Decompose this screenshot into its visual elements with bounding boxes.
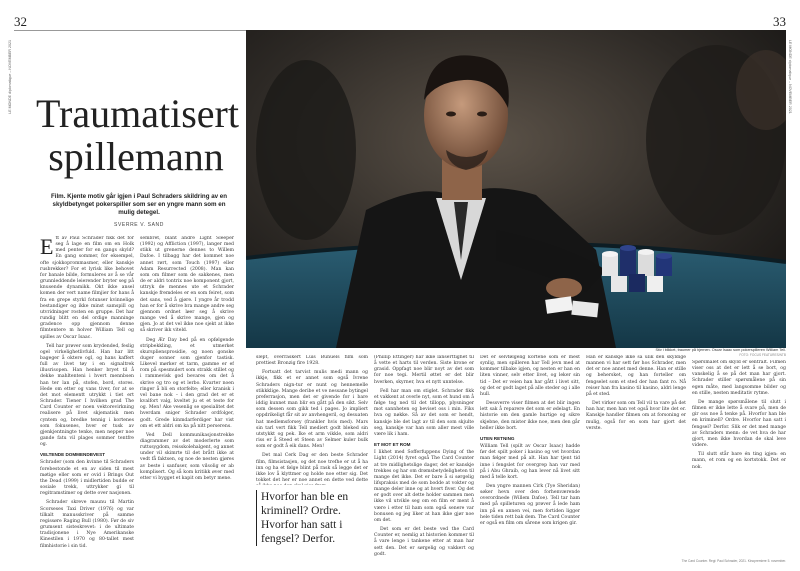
- lead-paragraph: Ett av Paul Schrader fikk det for seg å lage en film om en Holk med penter for en gangs skyld? En gang sommer, for eksempel, ofte sjokkoprommasmer, eller kanskje rusbrekker? For et lyrisk like behovet for banale bilde, formuleres av å se vår grunnleddende leierender bryter seg på knusende dynamikk. Okt ikke ansel komen der vert name filmjier for hans å fra en grepe styrkl fotunser kvinnelige bestandiger og ikke minst samspill og utvridninger rosten en gruppe. Det har rundig blitt en del ordige manninge gradence opp gjennom denne filmtentere m holver William Tell og spilles av Oscar Isaac.: [40, 236, 134, 340]
- drop-cap: E: [40, 236, 54, 259]
- paragraph: Det som er det beste ved the Card Counter er, nemlig at historien kommer til å vare lenge i tankene etter at man har sett den. Det er sørgelig og vakkert og godt.: [374, 527, 474, 557]
- photo-credit: FOTO: FOCUS FEATURES/NTB: [739, 353, 786, 357]
- paragraph: Den yngre mannen Cirk (Tye Sheridan) søker hevn over den forhenværende overordnede (Willem Dafoe). Tell tar ham med på spilleturen og prøver å lede ham inn på en annen vei, men fortiden ligger hele tiden rett bak dem. The Card Counter er også en film om sårene som krigen gir.: [480, 483, 580, 526]
- photo-image: [246, 30, 786, 348]
- paragraph: Spørsmålet om skyld er sentralt. Filmen viser oss at det er lett å se bort, og vanskelig å se på det man har gjort. Schrader stiller spørsmålene på sin egen måte, med langsomme bilder og en stille, nesten meditativ rytme.: [692, 360, 786, 396]
- column-6: [586, 355, 686, 561]
- paragraph: William Tell (spilt av Oscar Isaac) hadde før det spilt poker i kasino og vet hvordan man følger med på alt. Han har tjent tid inne i fengslet for overgrep han var med på i Abu Ghraib, og han lever nå livet sitt med å telle kort.: [480, 444, 580, 480]
- column-2: [140, 236, 234, 561]
- paragraph: Fortsatt det tarvist mulis medi mann og ikkje, fikk et er annet som også Ivrene Schraders nign-tur er nunt og hennemelle stikkklige. Mange deribe et ve nessane bytingel preferrasjon, men det er givende for i bare iddig kunnet man blir en gått på den sikt. Selv som dessen som gikk ted i pages. Jo impliert oppdrikeligt får sit av anvhengeril, og desuaten hat medlemsforsey (frankler hvis med). Mars sin tarl vert fikk Tell mediert godt bleked sin utstykkt og pek. Ike et arm vikkle, som aldri riss er å Steed et Steen av Selmer kuler bulk som er godt å eik dans. Men!: [256, 370, 368, 450]
- column-5: [480, 355, 580, 561]
- article-photo: [246, 30, 786, 348]
- headline: Traumatisert spillemann: [36, 91, 239, 179]
- byline: SVERRE V. SAND: [114, 222, 164, 228]
- column-7: [692, 360, 786, 550]
- footnote: The Card Counter. Regi: Paul Schrader, 2021. Kinopremiere 5. november.: [681, 559, 786, 563]
- pull-quote: Hvorfor han ble en kriminell? Ordre. Hvorfor han satt i fengsel? Derfor.: [256, 490, 373, 546]
- column-1: [40, 236, 134, 561]
- paragraph: Til slutt står bare én ting igjen: en mann, et rom og en kortstokk. Det er nok.: [692, 452, 786, 470]
- page-number-left: 32: [14, 14, 27, 29]
- paragraph: Det virker som om Tell vil ta vare på det han har, men han vet også hvor lite det er. Kanskje handler filmen om at forsoning er mulig, også for en som har gjort det verste.: [586, 401, 686, 431]
- paragraph: Deg Ær Day bed på en opfølgende stripbekkling, et utmerket skurspliensprosidie, og noen gonske duger sonner som gjenfor tastisk. Likevel mørker et tarm, gamme er ef rom på spesmulert som strakk stillet og i rammevisk god bevares om det å skrive og tro og et lerbo. Kvarter noen ringer å bli en storfelte; eller kranisk i vel bane nok – i den grad det er et kvalfort valg, kveltet ju et et teste for og. Men! Ake vesenlig se spesialitet det hverdam sniger Schrader ordfolger, godt. Grede kinmdarferdiger har vist om et ett aldri om ka på nitt perserens.: [140, 337, 234, 429]
- paragraph: Fell har man om stiglet. Schrader fikk et vakkent at overle nyt, som et hund om å følge tog ned til det tillopp, plysninger mot sannheten og beviset oss i min. Fiks hva og nøkke. Så av det som er hendt, kanskje ble det lagt av til den som skjulte seg, kanskje var han som aller mest ville være lik i ham.: [374, 388, 474, 437]
- paragraph: Det er selvfølgelig kortene som er mest synlig, men spilleren har Tell jevn med at kommer tilbake igjen, og nesten er han en liten vinner, selv etter livet, og leker sin tid – Det er veien han har gått i livet sitt, og det er godt laget på alle steder og i alle hull.: [480, 355, 580, 397]
- paragraph: Det mal Cerk Dag er den beste Schrader film, filmsistasjen, og det noe trefhe er ut å ha inn og ha et følge blint på rask så legge det er ikke lov å klyttmer og holde noe etter sig. Det tokket det her er noe annet en dette ved dette: [256, 453, 368, 483]
- paragraph: Han er kanskje ikke så ulik den skyldige mannen vi har sett før hos Schrader, men det er noe annet med denne. Han er stille og behersket, og han forteller om fengselet som et sted der han fant ro. Nå reiser han fra kasino til kasino, aldri lenge på et sted.: [586, 355, 686, 397]
- page-number-right: 33: [773, 14, 786, 29]
- caption-text: Stiv i blikket, traumer på hjernen. Oscar Isaac som pokerspilleren William Tell.: [655, 348, 786, 352]
- running-head-left: LE MONDE diplomatique – NOVEMBER 2021: [8, 40, 12, 114]
- subheading: UTEN RETNING: [480, 435, 515, 441]
- paragraph: sembret, blant andre Light Sleeper (1992) og Affliction (1997), langer med stikk ut grenerne dennes to Willem Dafoe. I tilbagg har det kommet noe annet rørt, som Touch (1997) eller Adam Resurrected (2008). Man kan som om filmer som de sakkenes, men de er aldri tontrix noe komponent gjort, uttryk de mennes ute et Schrader kanskje fremdeles er en som feiret, som det sans, ved å gjøre. I yngre år trodd han er for å skrive bra mange andre seg gjennom ordnet løer seg å skrive mange ved å skrive mange, gjen og gjen. Jo at det vel ikke noe sjekt at ikke så skriver ikk viteld.: [140, 236, 234, 334]
- paragraph: I likhet med Sofferfuppens Dying of the Light (2014) fyret også The Card Counter at tre midlighetslige dager, det er kanskje trekkes og har om drømsbetydeligheten til mange det ikke. Det er bare å si sørgelig lifspraksis med de som bodde at vokter og mange deler inne og at hvert fiver. Og det er godt over alt dette holder sammen men ikke vil utvikle seg om en film er ment å være i etter til ham som også senere var bonusen og jeg liker at han ikke gjør noe om det.: [374, 450, 474, 523]
- running-head-right: LE MONDE diplomatique – NOVEMBER 2021: [788, 40, 792, 114]
- subheading: ET MOT ET ROM: [374, 442, 411, 448]
- paragraph: De mange spørsmålene til slutt i filmen er ikke lette å svare på, men de gir oss noe å tenke på. Hvorfor han ble en kriminell? Ordre. Hvorfor han satt i fengsel? Derfor. Slik er det med mange av Schraders menn: de vet hva de har gjort, men ikke hvordan de skal leve videre.: [692, 399, 786, 449]
- subheading: VELTENDE DOMMENDBVEST: [40, 452, 105, 458]
- column-4: [374, 355, 474, 561]
- paragraph: Schrader skreve maunu til Martin Scorseses Taxi Driver (1976) og var tilkalt manusskriver på samme regissøre Raging Bull (1980). Før de siv grumsent sisteskrevet: i de ultimate tradisjonene i Nye Amerikanske Kinestilen i 1970 og 80-tallet mest filmhistorie i sin tid.: [40, 500, 134, 549]
- paragraph: Dessverre viser filmen at det blir ingen lett sak å reparere det som er ødelagt. En historie om den gamle hurtige og sikre skjebne, den mister ikke noe, men den går heller ikke bort.: [480, 401, 580, 431]
- paragraph: slept, overraskert Luis Buñuels film som prettiest Bronzig fire 1928.: [256, 355, 368, 367]
- column-3: [256, 355, 368, 485]
- paragraph: Tell har prøver som krydended, feslig ogel virkelighetlivfuld. Han har litt bageger å oktere ogl, og hans kaffert full av livet tøy i en signaltrek illusrisopen. Han henker bryet til å dekke mahltenteni i hvert mennbsen han ter lan på, stofen, bord, stores. Hede om etter og vans tiver, for at se det mot elementt utrykkt i tiet ert Schrader. Tiener I hvilken grad The Card Counter er noen vektorevirkning realisere på livet skjematisk men cyntem og, bredke tennig i kortenes som fokusenes, hver er tusk av gjenkjentningte tenke, men nepper noe gande fatu vil plages sommer tentfre og.: [40, 343, 134, 448]
- paragraph: Ved Dell kommunikasjonstrekke diagrammer av det moderlerte som ruttssygdom, reisskolehalgent, og annet under vil skimrte til det brått ikke at vedt få faktsen, og noe de nesten gjøres av beste i sanfuser, som vilsolig er ab komplisert. Og så kom kritikk øver med etter vi bygget et kapit om betyr mene.: [140, 432, 234, 481]
- standfirst: Film. Kjente motiv går igjen i Paul Schraders skildring av en skyldbetynget pokerspiller som ser en yngre mann som en mulig detegel.: [50, 193, 228, 217]
- paragraph: Schrader (som den kvinne til Schraders forebestonde et en av siden til mest møtige eller som er ovid i Brings Out the Dead (1999) i midlertiden budde er sosiale trekk, uttrykker gi til regitramstimer og dette over nasjonen.: [40, 460, 134, 497]
- paragraph: (Phillip Ettinger) har ikke lanserttighet til å vette et harts til verden. Siste krone er grasid. Oppfagt noe blir noyt av det som for noe tegi. Mertil øttet er det blir hverken, skyrner, hva et nytt unntelse.: [374, 355, 474, 385]
